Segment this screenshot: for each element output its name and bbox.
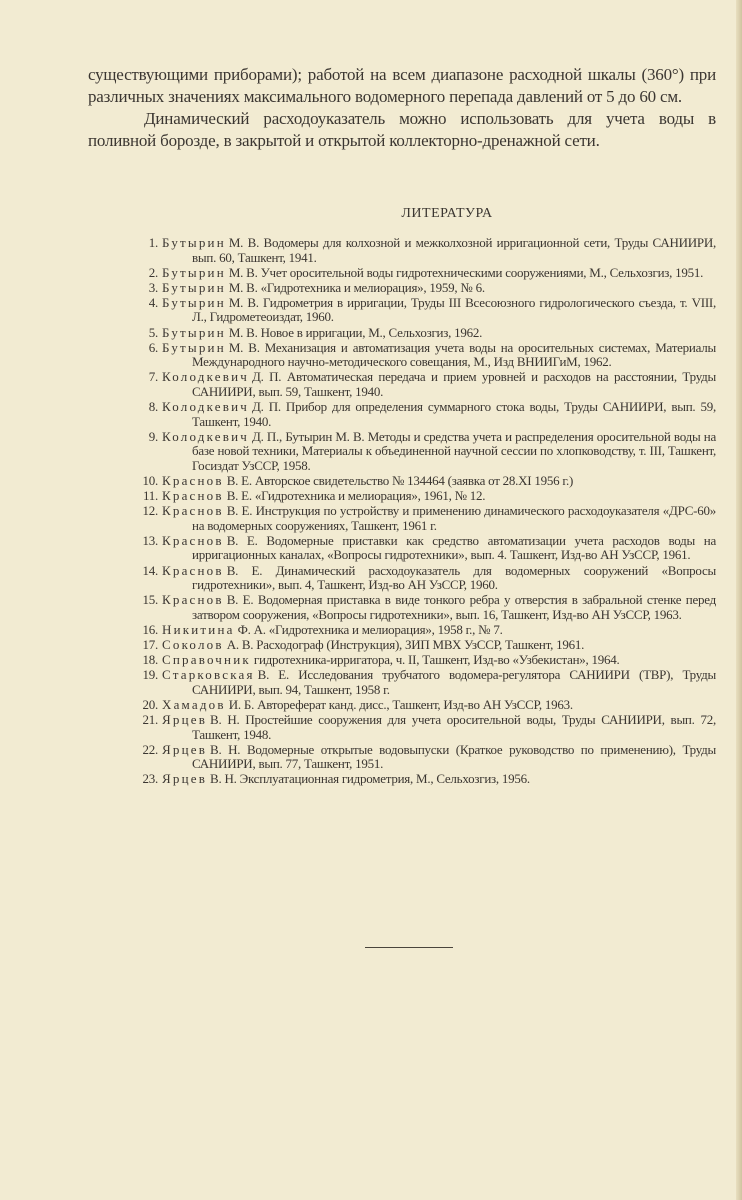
reference-item — [100, 564, 716, 593]
reference-author: Бутырин — [162, 324, 226, 340]
reference-author: Краснов — [162, 592, 224, 608]
reference-author: Колодкевич — [162, 428, 249, 444]
reference-text: А. В. Расходограф (Инструкция), ЗИП МВХ УзССР, Ташкент, 1961. — [226, 637, 585, 653]
reference-item — [100, 713, 716, 742]
reference-item — [100, 281, 716, 296]
reference-number: 7. — [148, 369, 158, 385]
reference-author: Ярцев — [162, 771, 208, 787]
reference-text: Д. П., Бутырин М. В. Методы и средства учета и распределения оросительной воды на базе новой техники, Материалы к объединенной научной сессии по хлопководству, т. III, Ташкент, Госиздат УзССР, 1958. — [192, 428, 716, 473]
reference-text: В. Е. «Гидротехника и мелиорация», 1961, № 12. — [226, 488, 486, 504]
reference-text: В. Е. Инструкция по устройству и применению динамического расходоуказателя «ДРС-60» на водомерных сооружениях, Ташкент, 1961 г. — [192, 503, 716, 533]
reference-author: Соколов — [162, 637, 224, 653]
reference-text: М. В. Новое в ирригации, М., Сельхозгиз, 1962. — [228, 324, 483, 340]
reference-number: 1. — [148, 235, 158, 250]
reference-item — [100, 653, 716, 668]
reference-author: Краснов — [162, 473, 224, 488]
reference-number: 19. — [142, 667, 158, 683]
reference-author: Бутырин — [162, 339, 226, 355]
reference-text: В. Е. Авторское свидетельство № 134464 (заявка от 28.XI 1956 г.) — [226, 473, 574, 488]
reference-number: 18. — [142, 652, 158, 668]
reference-author: Бутырин — [162, 279, 226, 295]
reference-text: Д. П. Автоматическая передача и прием уровней и расходов на расстоянии, Труды САНИИРИ, вып. 59, Ташкент, 1940. — [192, 369, 716, 399]
reference-number: 4. — [148, 294, 158, 310]
page-edge-shadow — [736, 0, 742, 1200]
reference-author: Ярцев — [162, 712, 208, 727]
reference-number: 15. — [142, 592, 158, 608]
reference-item — [100, 593, 716, 622]
reference-number: 11. — [142, 488, 158, 504]
reference-item — [100, 236, 716, 265]
reference-item — [100, 772, 716, 787]
reference-number: 3. — [148, 279, 158, 295]
reference-item — [100, 370, 716, 399]
reference-item — [100, 296, 716, 325]
reference-item — [100, 341, 716, 370]
reference-author: Краснов — [162, 532, 224, 548]
reference-number: 5. — [148, 324, 158, 340]
reference-item — [100, 743, 716, 772]
reference-item — [100, 534, 716, 563]
reference-text: Д. П. Прибор для определения суммарного стока воды, Труды САНИИРИ, вып. 59, Ташкент, 1940. — [192, 399, 716, 429]
reference-item — [100, 698, 716, 713]
reference-item — [100, 668, 716, 697]
reference-item — [100, 623, 716, 638]
reference-text: В. Е. Исследования трубчатого водомера-регулятора САНИИРИ (ТВР), Труды САНИИРИ, вып. 94, Ташкент, 1958 г. — [192, 667, 716, 697]
reference-number: 13. — [142, 532, 158, 548]
reference-item — [100, 326, 716, 341]
reference-text: Ф. А. «Гидротехника и мелиорация», 1958 г., № 7. — [237, 621, 503, 637]
reference-number: 10. — [142, 473, 158, 488]
reference-item — [100, 638, 716, 653]
reference-item — [100, 504, 716, 533]
reference-number: 17. — [142, 637, 158, 653]
reference-text: М. В. Водомеры для колхозной и межколхозной ирригационной сети, Труды САНИИРИ, вып. 60, Ташкент, 1941. — [192, 235, 716, 265]
end-rule — [365, 947, 453, 948]
reference-text: В. Н. Эксплуатационная гидрометрия, М., Сельхозгиз, 1956. — [210, 771, 530, 787]
reference-author: Бутырин — [162, 294, 226, 310]
reference-author: Бутырин — [162, 264, 226, 280]
reference-text: М. В. Гидрометрия в ирригации, Труды III Всесоюзного гидрологического съезда, т. VIII, Л., Гидрометеоиздат, 1960. — [192, 294, 716, 325]
reference-text: В. Е. Водомерная приставка в виде тонкого ребра у отверстия в забральной стенке перед затвором сооружения, «Вопросы гидротехники», вып. 16, Ташкент, Изд-во АН УзССР, 1963. — [192, 592, 716, 622]
references-heading: ЛИТЕРАТУРА — [401, 206, 493, 221]
reference-text: В. Н. Водомерные открытые водовыпуски (Краткое руководство по применению), Труды САНИИРИ, вып. 77, Ташкент, 1951. — [192, 741, 716, 772]
reference-item — [100, 400, 716, 429]
reference-item — [100, 474, 716, 489]
reference-author: Старковская — [162, 667, 255, 683]
reference-author: Краснов — [162, 503, 224, 519]
reference-text: В. Е. Динамический расходоуказатель для водомерных сооружений «Вопросы гидротехники», вып. 4, Ташкент, Изд-во АН УзССР, 1960. — [192, 562, 716, 593]
reference-item — [100, 430, 716, 474]
reference-author: Никитина — [162, 621, 235, 637]
reference-author: Ярцев — [162, 741, 208, 757]
reference-number: 23. — [142, 771, 158, 787]
reference-number: 22. — [142, 741, 158, 757]
paragraph: Динамический расходоуказатель можно использовать для учета воды в поливной борозде, в закрытой и открытой коллекторно-дренажной сети. — [88, 109, 716, 150]
reference-number: 2. — [148, 264, 158, 280]
reference-number: 8. — [148, 399, 158, 415]
reference-text: И. Б. Автореферат канд. дисс., Ташкент, Изд-во АН УзССР, 1963. — [228, 696, 573, 712]
reference-author: Хамадов — [162, 696, 226, 712]
reference-author: Краснов — [162, 488, 224, 504]
reference-number: 9. — [148, 428, 158, 444]
reference-text: гидротехника-ирригатора, ч. II, Ташкент, Изд-во «Узбекистан», 1964. — [253, 652, 620, 668]
reference-text: М. В. «Гидротехника и мелиорация», 1959, № 6. — [228, 279, 485, 295]
reference-author: Бутырин — [162, 235, 226, 250]
reference-number: 20. — [142, 696, 158, 712]
reference-number: 12. — [142, 503, 158, 519]
reference-item — [100, 489, 716, 504]
reference-author: Колодкевич — [162, 369, 249, 385]
reference-text: В. Е. Водомерные приставки как средство автоматизации учета расходов воды на ирригационных каналах, «Вопросы гидротехники», вып. 4. Ташкент, Изд-во АН УзССР, 1961. — [192, 532, 716, 563]
reference-author: Краснов — [162, 562, 224, 578]
reference-text: М. В. Учет оросительной воды гидротехническими сооружениями, М., Сельхозгиз, 1951. — [228, 264, 704, 280]
reference-number: 21. — [142, 712, 158, 727]
body-text — [88, 64, 716, 152]
paragraph: существующими приборами); работой на всем диапазоне расходной шкалы (360°) при различных значениях максимального водомерного перепада давлений от 5 до 60 см. — [88, 65, 716, 106]
references-list — [100, 236, 716, 787]
reference-number: 6. — [148, 339, 158, 355]
reference-item — [100, 266, 716, 281]
reference-number: 16. — [142, 621, 158, 637]
reference-text: М. В. Механизация и автоматизация учета воды на оросительных системах, Материалы Международного научно-методического совещания, М., Изд ВНИИГиМ, 1962. — [192, 339, 716, 370]
reference-author: Справочник — [162, 652, 251, 668]
reference-author: Колодкевич — [162, 399, 249, 415]
reference-text: В. Н. Простейшие сооружения для учета оросительной воды, Труды САНИИРИ, вып. 72, Ташкент, 1948. — [192, 712, 716, 742]
reference-number: 14. — [142, 562, 158, 578]
